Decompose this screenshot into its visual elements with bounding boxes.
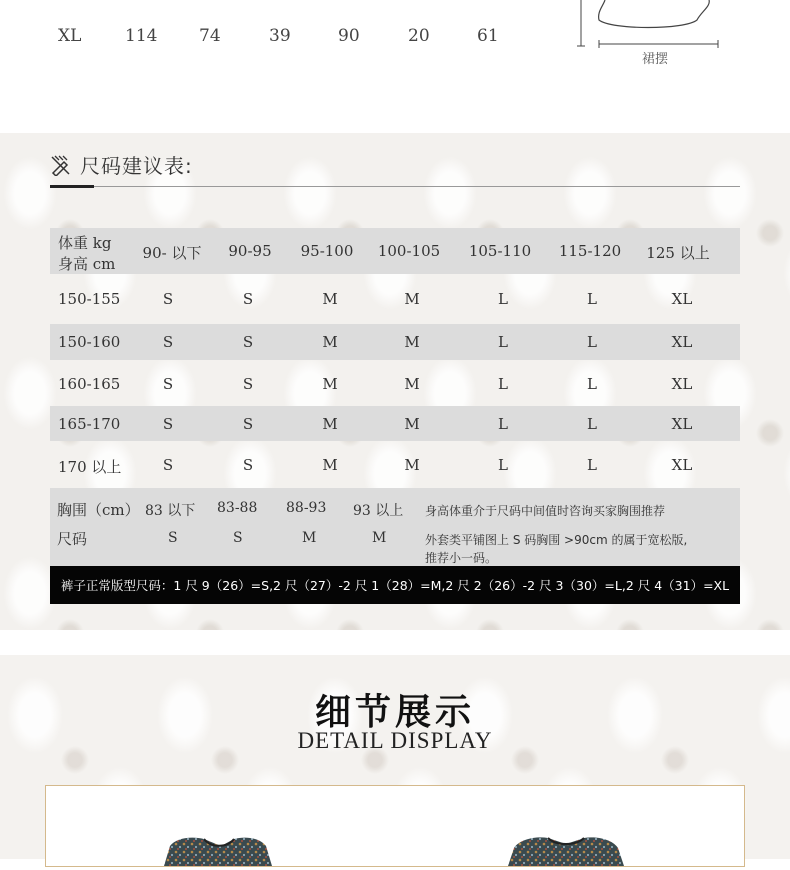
height-header: 身高 cm [58, 255, 116, 273]
bust-size: M [372, 530, 387, 546]
table-row [50, 366, 740, 402]
size-cell: M [404, 415, 420, 433]
size-cell: M [404, 456, 420, 474]
size-cell: L [587, 415, 597, 433]
weight-range: 95-100 [300, 242, 354, 260]
bust-note: 外套类平铺图上 S 码胸围 >90cm 的属于宽松版, [425, 533, 688, 547]
bust-size-label: 尺码 [57, 530, 88, 548]
size-cell: L [498, 456, 508, 474]
size-cell: M [322, 290, 338, 308]
size-cell: XL [671, 456, 693, 474]
height-range: 150-155 [58, 290, 121, 308]
top-value: 61 [477, 26, 499, 46]
weight-range: 105-110 [468, 242, 532, 260]
bust-label: 胸围（cm） [57, 501, 140, 519]
size-cell: L [587, 375, 597, 393]
weight-range: 100-105 [377, 242, 441, 260]
weight-range: 90- 以下 [142, 244, 202, 262]
height-range: 150-160 [58, 333, 121, 351]
ruler-pencil-icon [50, 154, 72, 176]
size-cell: L [498, 415, 508, 433]
bust-size: S [168, 530, 178, 546]
size-cell: S [162, 375, 174, 393]
height-range: 160-165 [58, 375, 121, 393]
size-cell: L [587, 290, 597, 308]
bust-note: 推荐小一码。 [425, 551, 498, 565]
section-title: 尺码建议表: [80, 154, 193, 178]
table-row [50, 406, 740, 441]
size-cell: M [322, 333, 338, 351]
bust-size: S [233, 530, 243, 546]
top-value: 90 [338, 26, 360, 46]
size-cell: S [162, 290, 174, 308]
size-cell: S [242, 333, 254, 351]
size-cell: L [498, 333, 508, 351]
bust-range: 83-88 [217, 500, 258, 516]
size-cell: S [242, 375, 254, 393]
height-range: 170 以上 [58, 458, 122, 476]
bust-range: 88-93 [286, 500, 327, 516]
size-cell: M [322, 415, 338, 433]
size-cell: S [162, 456, 174, 474]
pants-size-note: 裤子正常版型尺码：1 尺 9（26）=S,2 尺（27）-2 尺 1（28）=M,2 尺 2（26）-2 尺 3（30）=L,2 尺 4（31）=XL [50, 566, 740, 604]
top-value: 114 [125, 26, 158, 46]
size-cell: M [322, 375, 338, 393]
top-size-label: XL [58, 26, 82, 46]
table-row [50, 324, 740, 360]
top-value: 39 [269, 26, 291, 46]
size-cell: S [242, 456, 254, 474]
table-header-row [50, 228, 740, 274]
skirt-hem-label: 裙摆 [642, 52, 669, 67]
section-header [50, 150, 193, 179]
bust-size-block [50, 488, 740, 566]
bust-size: M [302, 530, 317, 546]
size-cell: L [587, 456, 597, 474]
weight-range: 115-120 [558, 242, 622, 260]
weight-range: 125 以上 [646, 244, 710, 262]
section-divider-accent [50, 185, 94, 188]
size-cell: L [498, 290, 508, 308]
size-cell: XL [671, 333, 693, 351]
size-cell: S [162, 333, 174, 351]
size-cell: M [404, 333, 420, 351]
size-cell: L [587, 333, 597, 351]
detail-title-cn: 细节展示 [314, 691, 475, 733]
top-value: 74 [199, 26, 221, 46]
weight-header: 体重 kg [58, 234, 112, 252]
table-row [50, 280, 740, 318]
size-cell: S [162, 415, 174, 433]
bust-range: 93 以上 [353, 503, 404, 519]
size-cell: M [322, 456, 338, 474]
detail-frame [45, 785, 745, 867]
size-cell: XL [671, 415, 693, 433]
detail-title-en: DETAIL DISPLAY [297, 728, 493, 753]
table-row [50, 446, 740, 484]
garment-preview-image [46, 786, 744, 866]
section-divider [50, 186, 740, 187]
size-cell: M [404, 375, 420, 393]
size-cell: L [498, 375, 508, 393]
top-value: 20 [408, 26, 430, 46]
bust-range: 83 以下 [145, 503, 196, 519]
bust-note: 身高体重介于尺码中间值时咨询买家胸围推荐 [425, 504, 666, 518]
size-cell: S [242, 415, 254, 433]
size-cell: XL [671, 375, 693, 393]
size-cell: S [242, 290, 254, 308]
height-range: 165-170 [58, 415, 121, 433]
weight-range: 90-95 [228, 242, 272, 260]
size-cell: XL [671, 290, 693, 308]
size-cell: M [404, 290, 420, 308]
